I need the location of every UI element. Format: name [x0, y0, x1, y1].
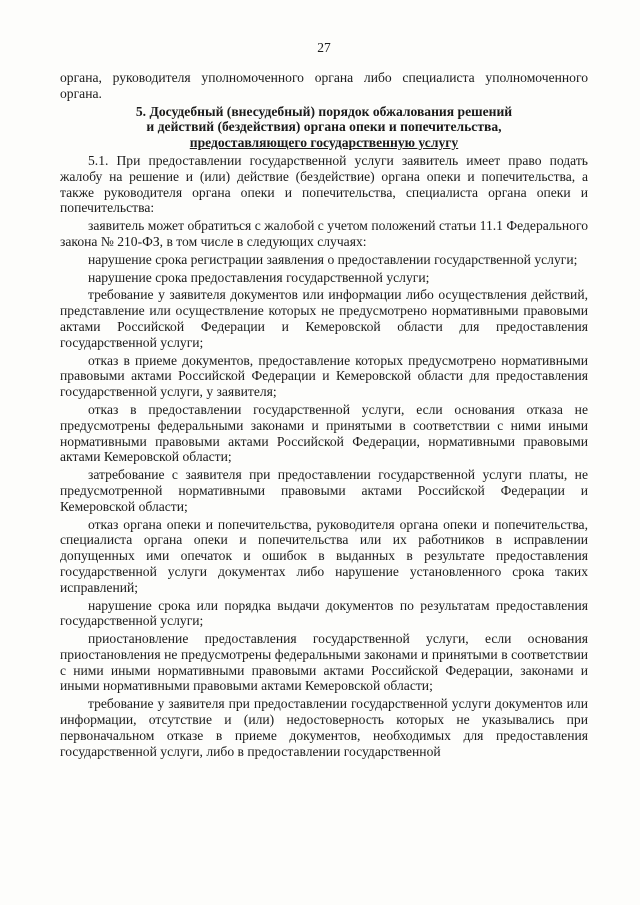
document-page	[60, 40, 588, 761]
paragraph: требование у заявителя при предоставлении государственной услуги документов или информации, отсутствие и (или) недостоверность которых не указывались при первоначальном отказе в приеме документов, необходимых для предоставления государственной услуги, либо в предоставлении государственной	[60, 696, 588, 759]
heading-line-3-text: предоставляющего государственную услугу	[189, 135, 459, 151]
page-number: 27	[317, 40, 331, 55]
paragraph: нарушение срока или порядка выдачи документов по результатам предоставления государственной услуги;	[60, 597, 588, 629]
paragraph: отказ органа опеки и попечительства, руководителя органа опеки и попечительства, специалиста органа опеки и попечительства или их работников в исправлении допущенных ими опечаток и ошибок в выданных в результате предоставления государственной услуги документах либо нарушение установленного срока таких исправлений;	[60, 516, 588, 595]
paragraph: отказ в приеме документов, предоставление которых предусмотрено нормативными правовыми актами Российской Федерации и Кемеровской области для предоставления государственной услуги, у заявителя;	[60, 352, 588, 400]
paragraph: затребование с заявителя при предоставлении государственной услуги платы, не предусмотренной нормативными правовыми актами Российской Федерации и Кемеровской области;	[60, 467, 588, 514]
paragraph: нарушение срока регистрации заявления о предоставлении государственной услуги;	[88, 251, 578, 267]
heading-line-1: 5. Досудебный (внесудебный) порядок обжалования решений	[135, 103, 513, 119]
section-heading	[60, 104, 588, 151]
paragraph: требование у заявителя документов или информации либо осуществления действий, представление или осуществление которых не предусмотрено нормативными правовыми актами Российской Федерации и Кемеровской области для предоставления государственной услуги;	[60, 287, 588, 350]
paragraph: приостановление предоставления государственной услуги, если основания приостановления не предусмотрены федеральными законами и принятыми в соответствии с ними иными нормативными правовыми актами Российской Федерации, законами и иными нормативными правовыми актами Кемеровской области;	[60, 631, 588, 694]
heading-line-2: и действий (бездействия) органа опеки и попечительства,	[146, 119, 502, 135]
paragraph: нарушение срока предоставления государственной услуги;	[88, 269, 430, 285]
heading-line-3	[60, 135, 588, 151]
paragraph: заявитель может обратиться с жалобой с учетом положений статьи 11.1 Федерального закона № 210-ФЗ, в том числе в следующих случаях:	[60, 218, 588, 249]
paragraph-continuation: органа, руководителя уполномоченного органа либо специалиста уполномоченного органа.	[60, 70, 588, 101]
paragraph: отказ в предоставлении государственной услуги, если основания отказа не предусмотрены федеральными законами и принятыми в соответствии с ними иными нормативными правовыми актами Российской Федерации, нормативными правовыми актами Кемеровской области;	[60, 401, 588, 465]
paragraph: 5.1. При предоставлении государственной услуги заявитель имеет право подать жалобу на решение и (или) действие (бездействие) органа опеки и попечительства, а также руководителя органа опеки и попечительства, специалиста органа опеки и попечительства:	[60, 152, 588, 216]
